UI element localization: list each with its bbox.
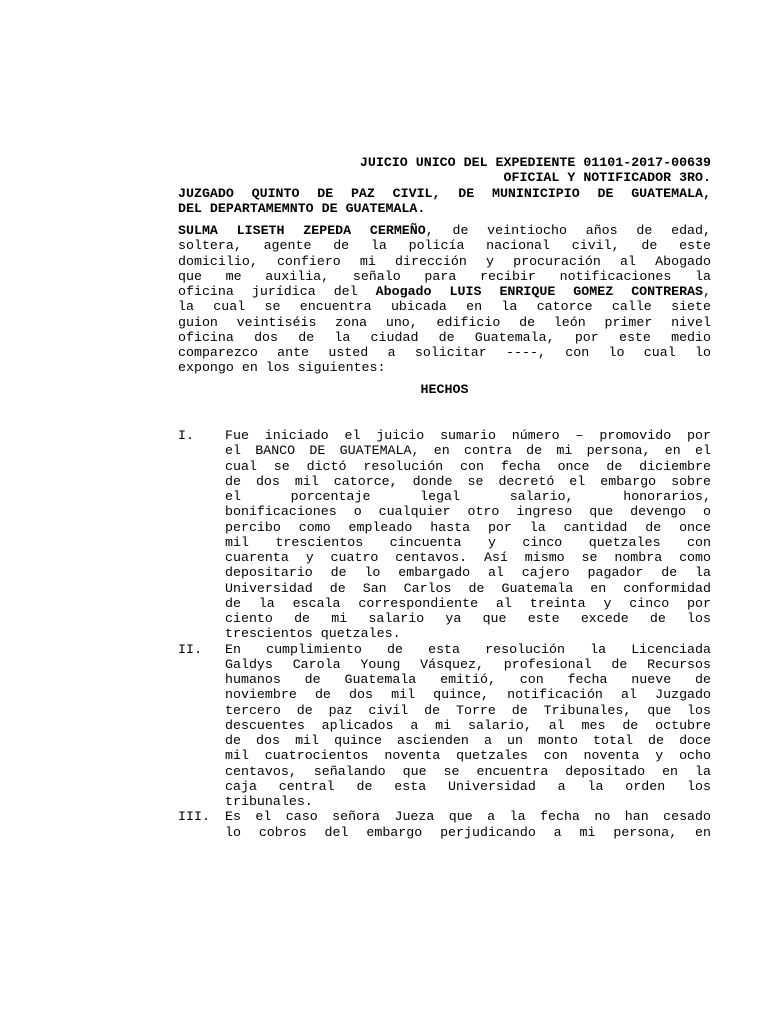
intro-line: oficina jurídica del Abogado LUIS ENRIQUE GOMEZ CONTRERAS, xyxy=(178,284,711,299)
fact-line: Galdys Carola Young Vásquez, profesional de Recursos xyxy=(225,656,711,672)
intro-line: comparezco ante usted a solicitar ----, con lo cual lo xyxy=(178,345,711,360)
fact-line: el BANCO DE GUATEMALA, en contra de mi persona, en el xyxy=(225,443,711,459)
document-header xyxy=(178,155,711,216)
fact-number: III. xyxy=(178,809,210,825)
intro-line: SULMA LISETH ZEPEDA CERMEÑO, de veintiocho años de edad, xyxy=(178,223,711,238)
facts-list xyxy=(178,428,711,840)
fact-line: de la escala correspondiente al treinta y cinco por xyxy=(225,595,711,611)
fact-line: de dos mil quince ascienden a un monto total de doce xyxy=(225,733,711,748)
fact-item xyxy=(178,428,711,642)
fact-line: Universidad de San Carlos de Guatemala en conformidad xyxy=(225,580,711,596)
header-officer-line: OFICIAL Y NOTIFICADOR 3RO. xyxy=(503,170,711,186)
fact-line: mil trescientos cincuenta y cinco quetzales con xyxy=(225,534,711,550)
fact-number: II. xyxy=(178,641,202,657)
fact-line: centavos, señalando que se encuentra depositado en la xyxy=(225,763,711,779)
intro-line: guion veintiséis zona uno, edificio de león primer nivel xyxy=(178,314,711,330)
fact-line: cual se dictó resolución con fecha once de diciembre xyxy=(225,458,711,474)
intro-line: oficina dos de la ciudad de Guatemala, por este medio xyxy=(178,329,711,345)
fact-line: tribunales. xyxy=(225,794,313,809)
fact-line: Es el caso señora Jueza que a la fecha no han cesado xyxy=(225,809,711,825)
fact-line: bonificaciones o cualquier otro ingreso que devengo o xyxy=(225,504,711,520)
fact-line: Fue iniciado el juicio sumario número – promovido por xyxy=(225,428,711,443)
fact-item xyxy=(178,809,711,840)
fact-line: noviembre de dos mil quince, notificación al Juzgado xyxy=(225,687,711,703)
intro-line: expongo en los siguientes: xyxy=(178,360,386,376)
fact-line: trescientos quetzales. xyxy=(225,626,401,642)
fact-line: descuentes aplicados a mi salario, al mes de octubre xyxy=(225,717,711,733)
intro-line: que me auxilia, señalo para recibir notificaciones la xyxy=(178,268,711,284)
petitioner-name: SULMA LISETH ZEPEDA CERMEÑO xyxy=(178,223,426,238)
header-department-line: DEL DEPARTAMEMNTO DE GUATEMALA. xyxy=(178,200,426,216)
fact-line: mil cuatrocientos noventa quetzales con noventa y ocho xyxy=(225,748,711,764)
fact-line: percibo como empleado hasta por la cantidad de once xyxy=(225,519,711,535)
fact-line: lo cobros del embargo perjudicando a mi persona, en xyxy=(225,824,711,840)
fact-line: tercero de paz civil de Torre de Tribunales, que los xyxy=(225,702,711,718)
fact-line: humanos de Guatemala emitió, con fecha nueve de xyxy=(225,672,711,687)
lawyer-name: Abogado LUIS ENRIQUE GOMEZ CONTRERAS xyxy=(375,284,704,299)
fact-line: cuarenta y cuatro centavos. Así mismo se nombra como xyxy=(225,550,711,565)
fact-line: caja central de esta Universidad a la orden los xyxy=(225,778,711,794)
fact-line: En cumplimiento de esta resolución la Licenciada xyxy=(225,641,711,657)
fact-line: el porcentaje legal salario, honorarios, xyxy=(225,489,711,504)
section-title: HECHOS xyxy=(420,382,469,397)
intro-line: domicilio, confiero mi dirección y procuración al Abogado xyxy=(178,253,711,269)
fact-line: de dos mil catorce, donde se decretó el embargo sobre xyxy=(225,473,711,489)
intro-line: soltera, agente de la policía nacional civil, de este xyxy=(178,238,711,254)
fact-line: depositario de lo embargado al cajero pagador de la xyxy=(225,565,711,581)
header-court-line: JUZGADO QUINTO DE PAZ CIVIL, DE MUNINICIPIO DE GUATEMALA, xyxy=(178,185,711,201)
fact-line: ciento de mi salario ya que este excede de los xyxy=(225,611,711,626)
fact-item xyxy=(178,642,711,810)
intro-paragraph xyxy=(178,223,711,376)
fact-number: I. xyxy=(178,428,194,443)
intro-line: la cual se encuentra ubicada en la catorce calle siete xyxy=(178,299,711,315)
header-case-line: JUICIO UNICO DEL EXPEDIENTE 01101-2017-00639 xyxy=(359,155,711,170)
